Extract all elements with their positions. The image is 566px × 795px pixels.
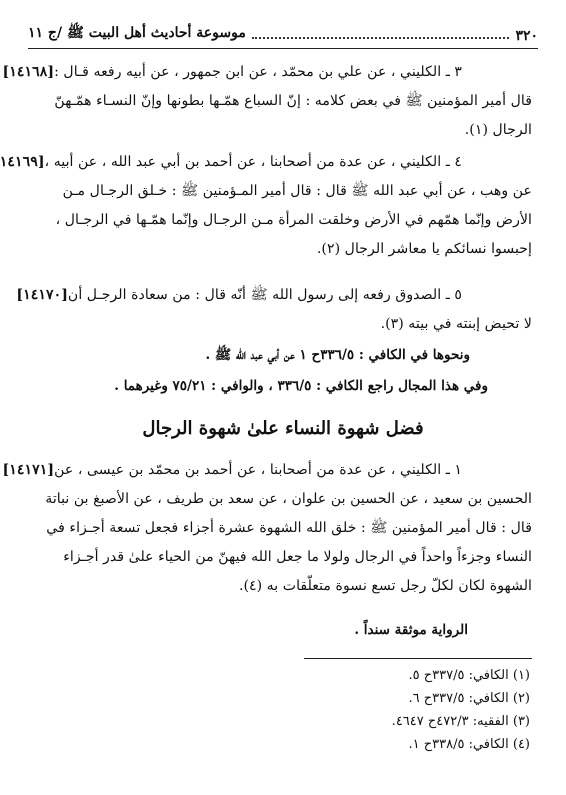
page-header: [28, 20, 538, 44]
hadith-text-line: ٤ ـ الكليني ، عن عدة من أصحابنا ، عن أحمد بن أبي عبد الله ، عن أبيه ،: [44, 154, 462, 170]
hadith-first-line: [0, 148, 532, 177]
hadith-text-line: عن وهب ، عن أبي عبد الله ﷺ قال : قال أمير المـؤمنين ﷺ : خـلق الرجـال مـن: [62, 183, 532, 199]
hadith-number: [١٤١٦٨]: [2, 64, 55, 80]
hadith-text-line: الأرض وإنّما همّهم في الأرض وخلقت المرأة مـن الرجـال وإنّما همّـها في الرجـال ،: [55, 212, 532, 228]
section-heading: فضل شهوة النساء علىٰ شهوة الرجال: [142, 418, 424, 439]
chain-grade-note: الرواية موثقة سنداً .: [354, 622, 468, 638]
page-number: ٣٢٠: [515, 28, 538, 44]
hadith-text-line: النساء وجزءاً واحداً في الرجال ولولا ما جعل الله فيهنّ من الحياء علىٰ قدر أجـزاء: [63, 549, 532, 565]
hadith-first-line: [16, 281, 532, 310]
hadith-14169: [0, 148, 532, 264]
hadith-text-line: ١ ـ الكليني ، عن عدة من أصحابنا ، عن أحمد بن محمّد بن عيسى ، عن: [54, 462, 462, 478]
hadith-14170: [16, 281, 532, 339]
footnote-rule: [304, 658, 532, 659]
hadith-first-line: [2, 58, 532, 87]
header-rule: [28, 48, 538, 49]
hadith-first-line: [2, 456, 532, 485]
hadith-14171: [2, 456, 532, 601]
hadith-number: [١٤١٦٩: [0, 154, 45, 170]
reference-note: وفي هذا المجال راجع الكافي : ٣٣٦/٥ ، والوافي : ٧٥/٢١ وغيرهما .: [114, 378, 488, 394]
hadith-text-line: إحبسوا نسائكم يا معاشر الرجال (٢).: [316, 241, 532, 257]
hadith-number: [١٤١٧٠]: [16, 287, 68, 303]
footnote: (٤) الكافي: ٣٣٨/٥ح ١.: [408, 737, 530, 752]
hadith-number: [١٤١٧١]: [2, 462, 55, 478]
hadith-text-line: الشهوة لكان لكلّ رجل تسع نسوة متعلّقات به (٤).: [238, 578, 532, 594]
hadith-text-line: ٥ ـ الصدوق رفعه إلى رسول الله ﷺ أنّه قال : من سعادة الرجـل أن: [67, 287, 462, 303]
footnote: (٢) الكافي: ٣٣٧/٥ح ٦.: [408, 691, 530, 706]
hadith-text-line: الرجال (١).: [464, 122, 532, 138]
hadith-text-line: لا تحيض إبنته في بيته (٣).: [380, 316, 532, 332]
hadith-text-line: قال أمير المؤمنين ﷺ في بعض كلامه : إنّ السباع همّـها بطونها وإنّ النسـاء همّـهنّ: [54, 93, 532, 109]
hadith-14168: [2, 58, 532, 145]
footnote: (١) الكافي: ٣٣٧/٥ح ٥.: [408, 668, 530, 683]
running-title: موسوعة أحاديث أهل البيت ﷺ /ج ١١: [28, 25, 246, 41]
hadith-text-line: قال : قال أمير المؤمنين ﷺ : خلق الله الشهوة عشرة أجزاء فجعل تسعة أجـزاء في: [46, 520, 532, 536]
header-dot-leader: [252, 37, 510, 39]
footnote: (٣) الفقيه: ٤٧٢/٣ح ٤٦٤٧.: [391, 714, 530, 729]
hadith-text-line: الحسين بن سعيد ، عن الحسين بن علوان ، عن سعد بن طريف ، عن الأصبغ بن نباتة: [45, 491, 532, 507]
reference-note: ونحوها في الكافي : ٣٣٦/٥ح ١ عن أبي عبد الله ﷺ .: [205, 347, 470, 363]
hadith-text-line: ٣ ـ الكليني ، عن علي بن محمّد ، عن ابن جمهور ، عن أبيه رفعه قـال :: [54, 64, 462, 80]
